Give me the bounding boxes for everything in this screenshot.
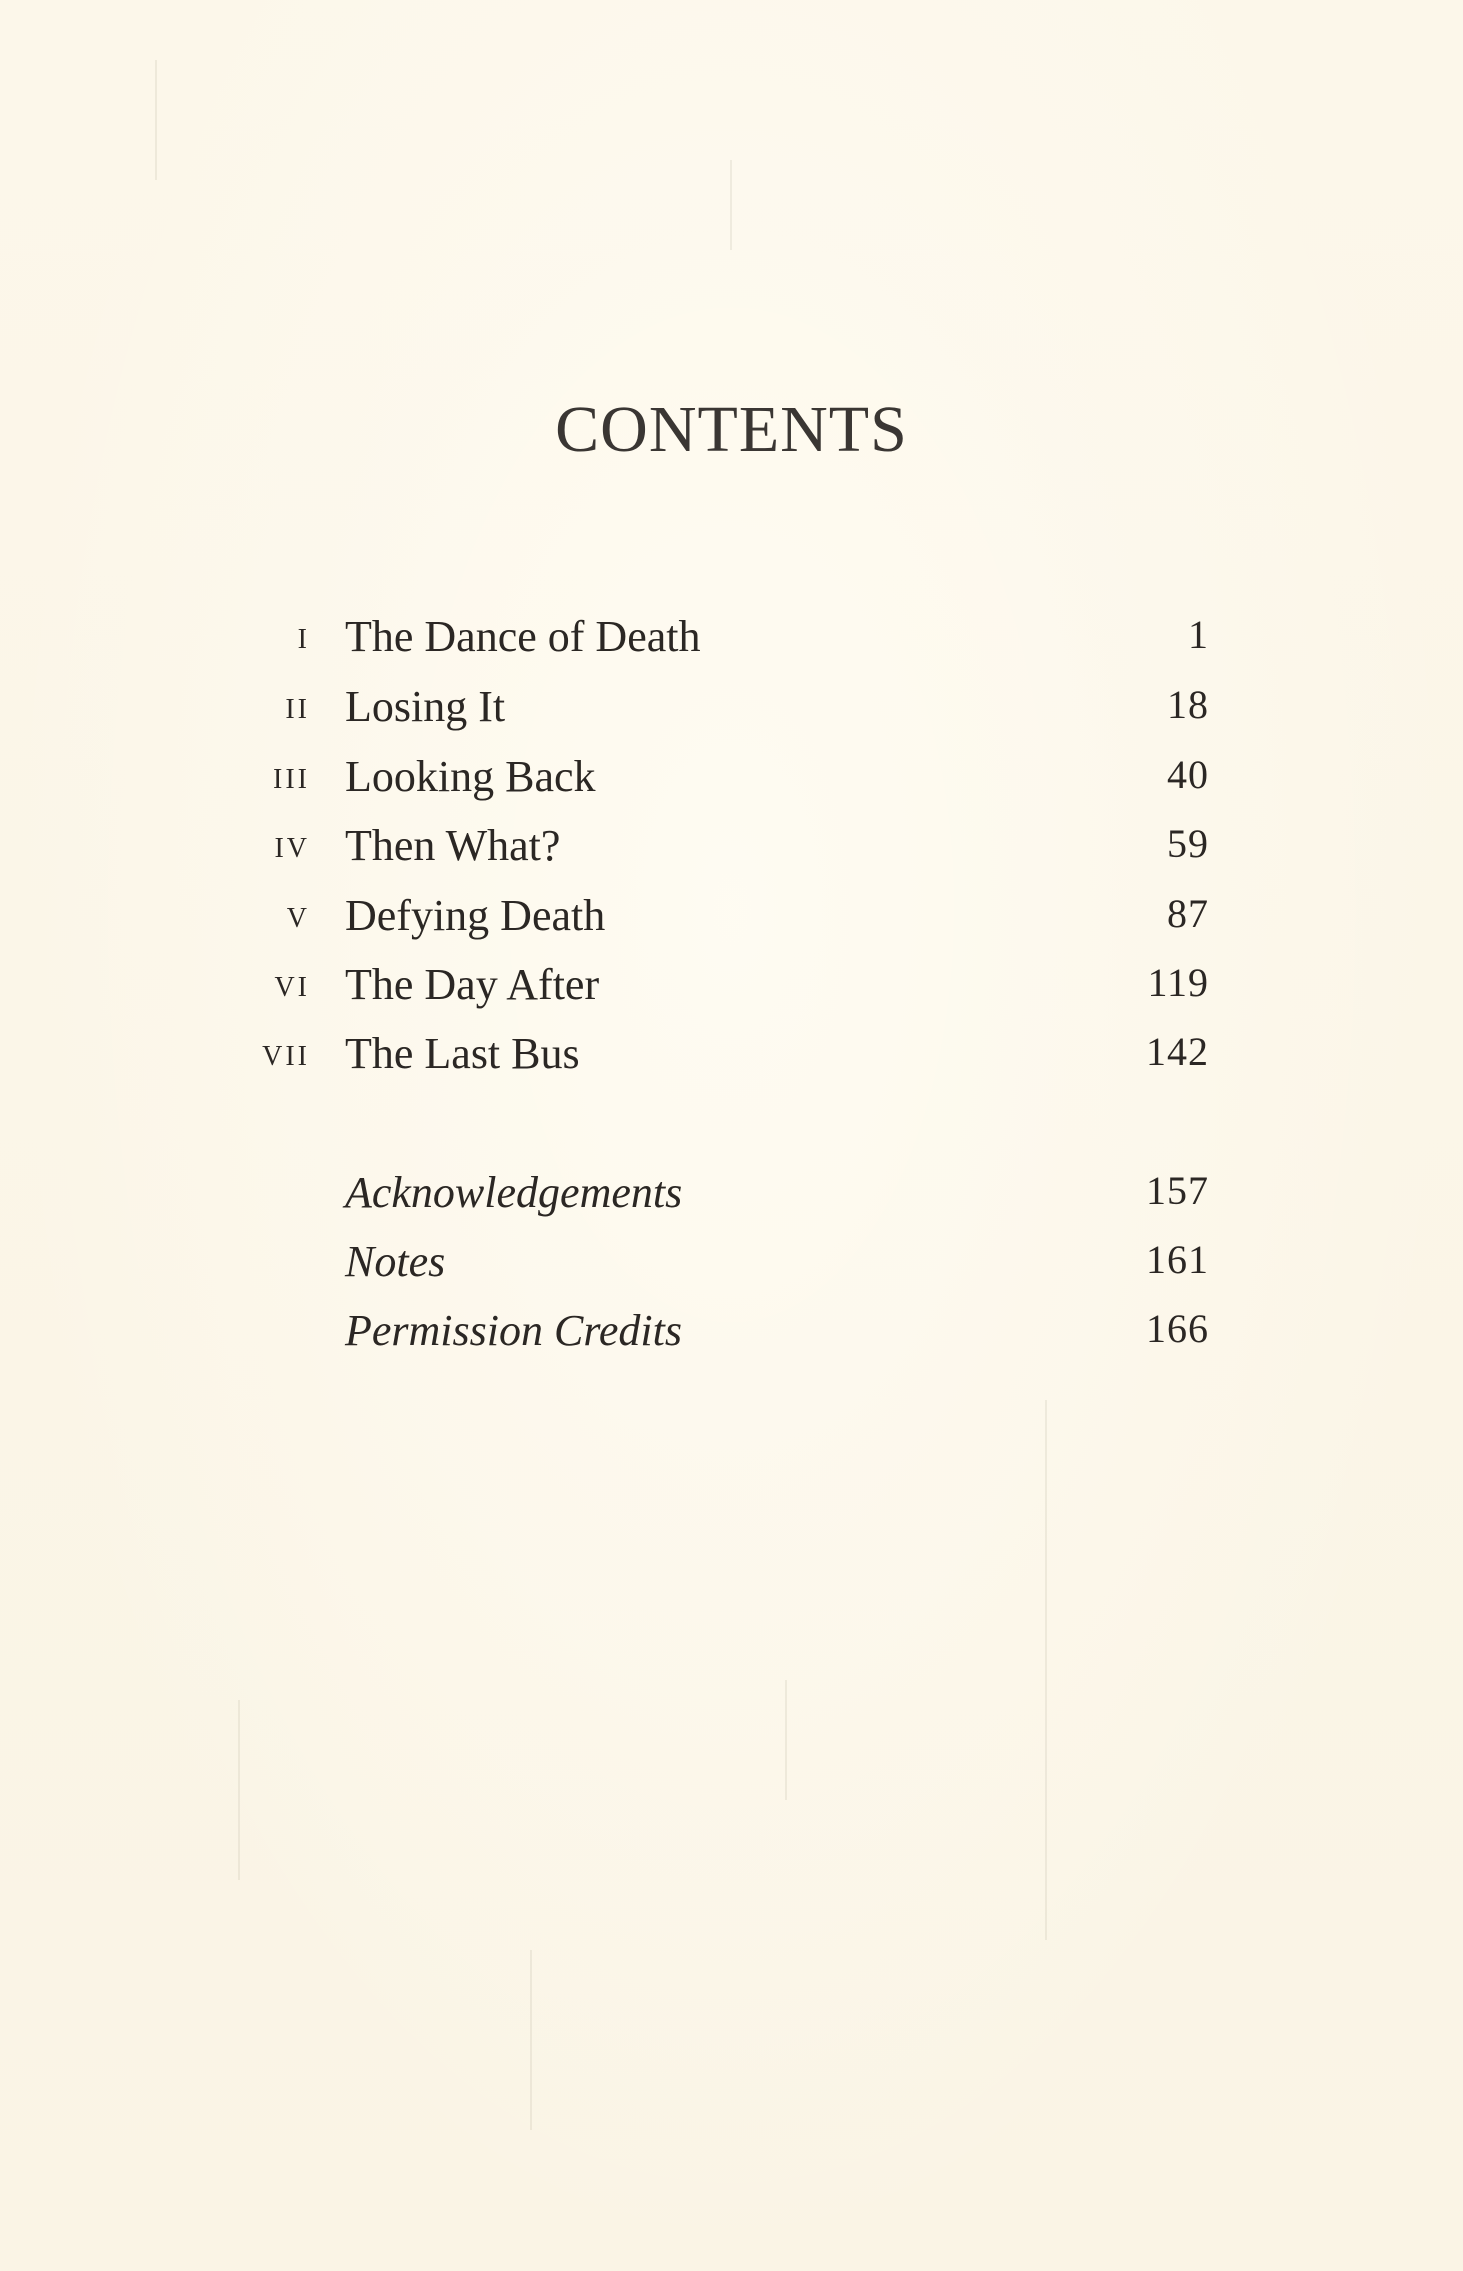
chapter-title: Then What? bbox=[345, 821, 561, 870]
back-matter-title: Acknowledgements bbox=[345, 1168, 683, 1217]
page-number: 87 bbox=[1167, 891, 1209, 936]
toc-row bbox=[0, 1236, 1463, 1306]
toc-row bbox=[0, 681, 1463, 751]
chapter-number: iii bbox=[273, 752, 310, 797]
toc-row bbox=[0, 611, 1463, 681]
chapter-number: ii bbox=[285, 682, 310, 727]
paper-streak bbox=[155, 60, 157, 180]
page-number: 166 bbox=[1146, 1306, 1209, 1351]
chapter-title: Losing It bbox=[345, 682, 506, 731]
paper-streak bbox=[530, 1950, 532, 2130]
page-number: 161 bbox=[1146, 1237, 1209, 1282]
toc-row bbox=[0, 751, 1463, 821]
paper-streak bbox=[730, 160, 732, 250]
toc-row bbox=[0, 890, 1463, 960]
page-number: 1 bbox=[1188, 612, 1209, 657]
toc-row bbox=[0, 1028, 1463, 1098]
page-title: CONTENTS bbox=[555, 393, 908, 466]
page-number: 59 bbox=[1167, 821, 1209, 866]
chapter-number: vi bbox=[274, 960, 310, 1005]
page-number: 142 bbox=[1146, 1029, 1209, 1074]
chapter-number: vii bbox=[262, 1029, 310, 1074]
chapter-number: v bbox=[286, 891, 310, 936]
toc-row bbox=[0, 1305, 1463, 1375]
page-number: 18 bbox=[1167, 682, 1209, 727]
chapter-title: The Dance of Death bbox=[345, 612, 701, 661]
toc-row bbox=[0, 1167, 1463, 1237]
chapter-number: iv bbox=[274, 821, 310, 866]
page-number: 40 bbox=[1167, 752, 1209, 797]
paper-streak bbox=[238, 1700, 240, 1880]
chapter-title: The Last Bus bbox=[345, 1029, 580, 1078]
chapter-title: The Day After bbox=[345, 960, 600, 1009]
back-matter-title: Permission Credits bbox=[345, 1306, 682, 1355]
chapter-number: i bbox=[297, 612, 310, 657]
toc-row bbox=[0, 820, 1463, 890]
page-number: 157 bbox=[1146, 1168, 1209, 1213]
page-number: 119 bbox=[1147, 960, 1209, 1005]
paper-streak bbox=[1045, 1400, 1047, 1940]
paper-streak bbox=[785, 1680, 787, 1800]
toc-row bbox=[0, 959, 1463, 1029]
back-matter-title: Notes bbox=[345, 1237, 446, 1286]
chapter-title: Looking Back bbox=[345, 752, 596, 801]
chapter-title: Defying Death bbox=[345, 891, 606, 940]
